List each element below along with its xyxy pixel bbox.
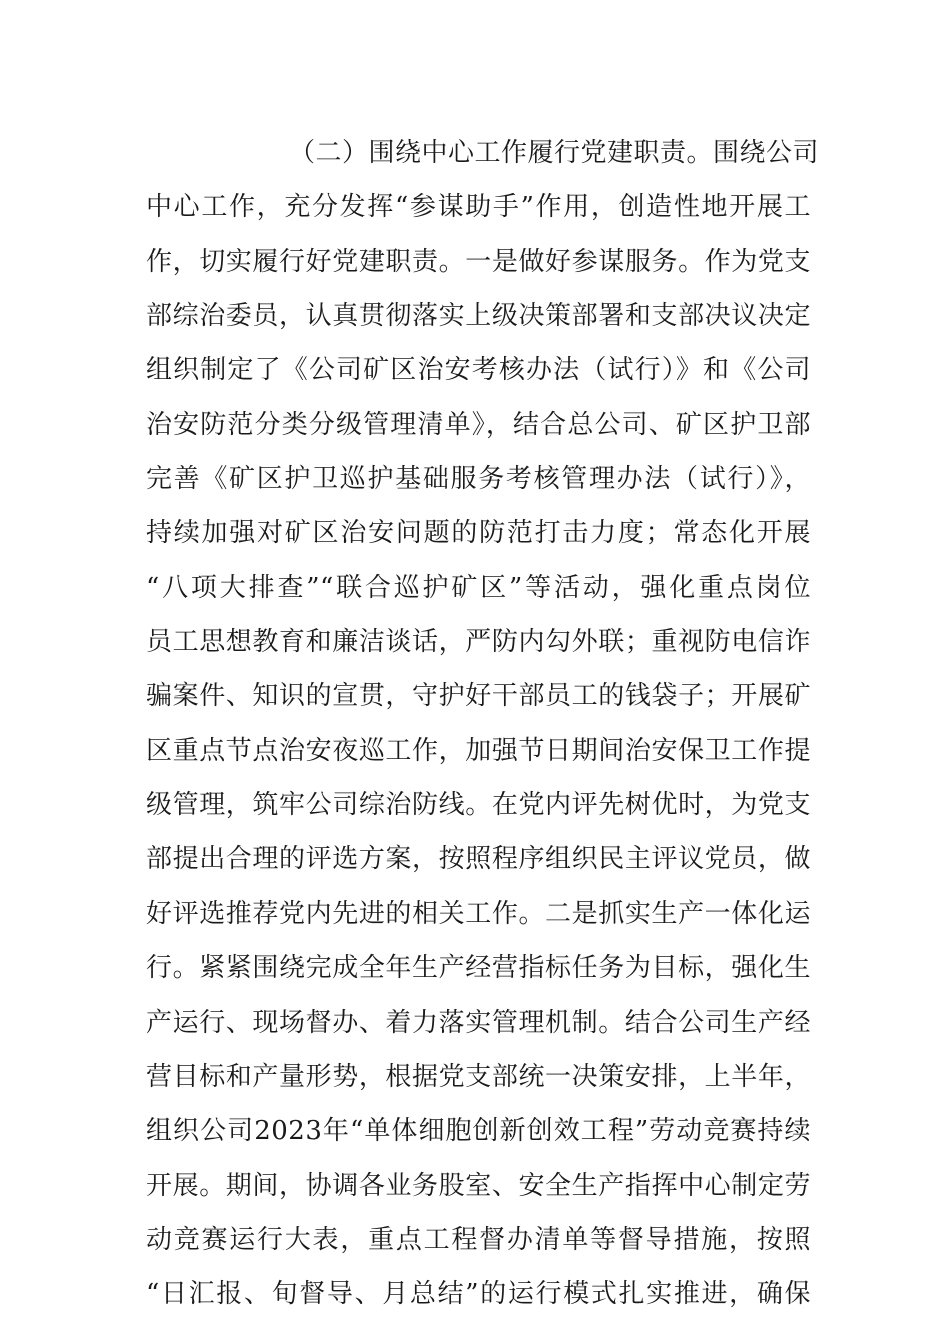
text-line: 行。紧紧围绕完成全年生产经营指标任务为目标，强化生 xyxy=(146,953,811,984)
text-line: 持续加强对矿区治安问题的防范打击力度；常态化开展 xyxy=(146,518,811,549)
text-line: 完善《矿区护卫巡护基础服务考核管理办法（试行）》， xyxy=(146,464,811,495)
text-line: “八项大排查”“联合巡护矿区”等活动，强化重点岗位 xyxy=(146,572,811,603)
text-line: 部提出合理的评选方案，按照程序组织民主评议党员，做 xyxy=(146,844,811,875)
text-line: 治安防范分类分级管理清单》，结合总公司、矿区护卫部 xyxy=(146,409,811,440)
text-line: （二）围绕中心工作履行党建职责。围绕公司 xyxy=(289,138,820,168)
text-line: 动竞赛运行大表，重点工程督办清单等督导措施，按照 xyxy=(146,1224,811,1255)
text-line: 骗案件、知识的宣贯，守护好干部员工的钱袋子；开展矿 xyxy=(146,681,811,712)
text-line: “日汇报、旬督导、月总结”的运行模式扎实推进，确保 xyxy=(146,1279,811,1310)
text-line: 区重点节点治安夜巡工作，加强节日期间治安保卫工作提 xyxy=(146,735,811,766)
text-line: 产运行、现场督办、着力落实管理机制。结合公司生产经 xyxy=(146,1007,811,1038)
text-line: 组织制定了《公司矿区治安考核办法（试行）》和《公司 xyxy=(146,355,811,386)
text-line: 好评选推荐党内先进的相关工作。二是抓实生产一体化运 xyxy=(146,898,811,929)
text-line: 部综治委员，认真贯彻落实上级决策部署和支部决议决定 xyxy=(146,301,811,332)
text-line: 组织公司2023年“单体细胞创新创效工程”劳动竞赛持续 xyxy=(146,1116,811,1147)
text-line: 营目标和产量形势，根据党支部统一决策安排，上半年， xyxy=(146,1061,811,1092)
text-line: 员工思想教育和廉洁谈话，严防内勾外联；重视防电信诈 xyxy=(146,627,811,658)
text-line: 作，切实履行好党建职责。一是做好参谋服务。作为党支 xyxy=(146,246,811,277)
text-line: 级管理，筑牢公司综治防线。在党内评先树优时，为党支 xyxy=(146,790,811,821)
body-text xyxy=(146,126,820,1322)
text-line: 中心工作，充分发挥“参谋助手”作用，创造性地开展工 xyxy=(146,192,811,223)
text-line: 开展。期间，协调各业务股室、安全生产指挥中心制定劳 xyxy=(146,1170,811,1201)
